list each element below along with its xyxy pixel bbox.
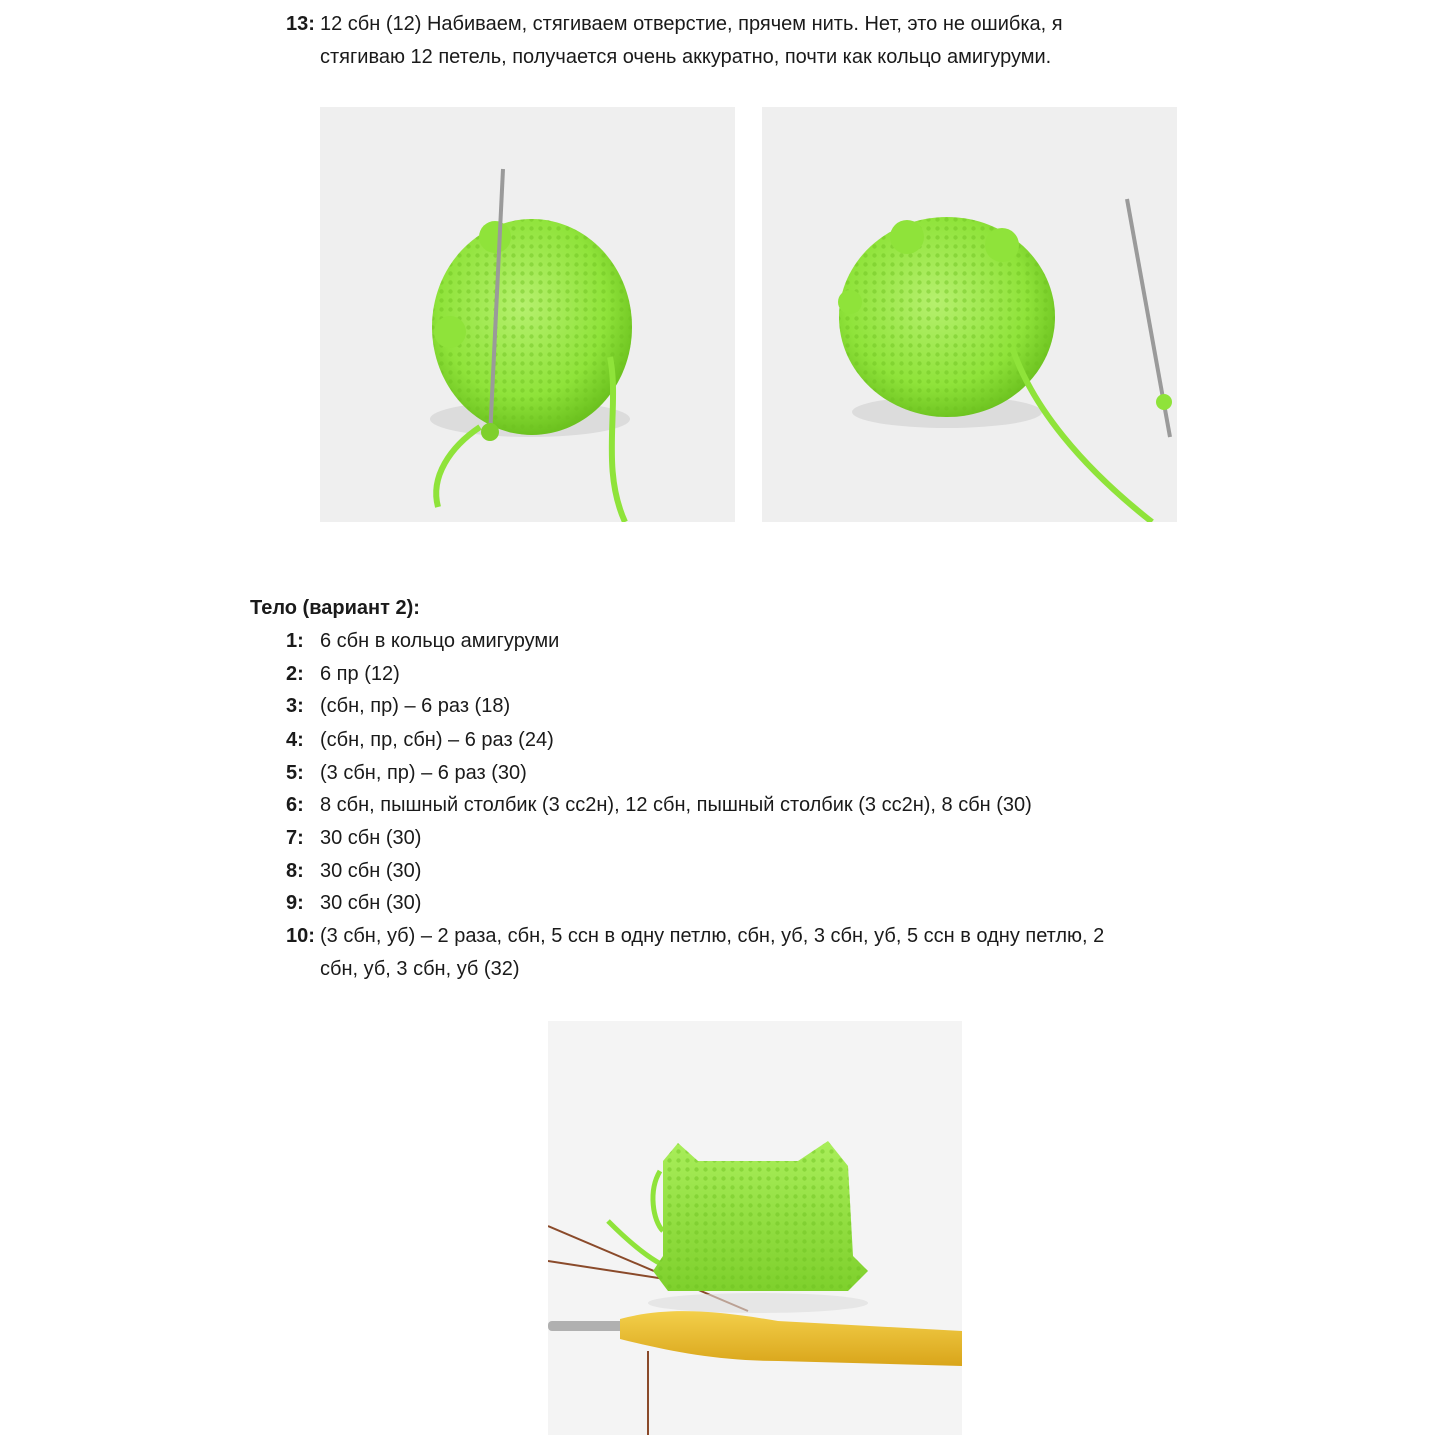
step-text-continued: стягиваю 12 петель, получается очень аккуратно, почти как кольцо амигуруми.	[320, 46, 1052, 68]
row-number: 6:	[286, 794, 304, 816]
row-number: 7:	[286, 827, 304, 849]
step-number: 13:	[286, 13, 315, 35]
row-text: (3 сбн, уб) – 2 раза, сбн, 5 ссн в одну петлю, сбн, уб, 3 сбн, уб, 5 ссн в одну петлю, 2	[320, 925, 1105, 947]
row-text: 8 сбн, пышный столбик (3 сс2н), 12 сбн, пышный столбик (3 сс2н), 8 сбн (30)	[320, 794, 1032, 816]
row-number: 3:	[286, 695, 304, 717]
row-text: 6 пр (12)	[320, 663, 400, 685]
photo-body-with-hook-drawing	[548, 1021, 962, 1435]
row-text: 30 сбн (30)	[320, 827, 422, 849]
photo-ball-top-view-drawing	[762, 107, 1177, 522]
row-text: (3 сбн, пр) – 6 раз (30)	[320, 762, 527, 784]
row-number: 8:	[286, 860, 304, 882]
row-number: 4:	[286, 729, 304, 751]
row-text-continued: сбн, уб, 3 сбн, уб (32)	[320, 958, 520, 980]
photo-ball-top-view	[762, 107, 1177, 522]
row-number: 5:	[286, 762, 304, 784]
row-number: 10:	[286, 925, 315, 947]
photo-ball-with-needle	[320, 107, 735, 522]
row-number: 1:	[286, 630, 304, 652]
row-number: 9:	[286, 892, 304, 914]
row-text: (сбн, пр, сбн) – 6 раз (24)	[320, 729, 554, 751]
row-text: 30 сбн (30)	[320, 892, 422, 914]
row-text: 30 сбн (30)	[320, 860, 422, 882]
step-text: 12 сбн (12) Набиваем, стягиваем отверстие, прячем нить. Нет, это не ошибка, я	[320, 13, 1063, 35]
row-number: 2:	[286, 663, 304, 685]
row-text: (сбн, пр) – 6 раз (18)	[320, 695, 511, 717]
row-text: 6 сбн в кольцо амигуруми	[320, 630, 560, 652]
section-heading: Тело (вариант 2):	[250, 597, 420, 619]
photo-ball-with-needle-drawing	[320, 107, 735, 522]
photo-body-with-hook	[548, 1021, 962, 1435]
